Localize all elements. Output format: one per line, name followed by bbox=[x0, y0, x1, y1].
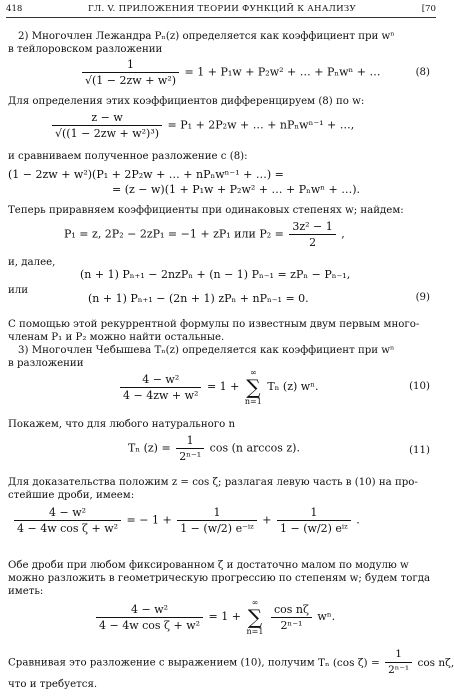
equation-final bbox=[317, 648, 454, 676]
eqp-lhs: P₁ = z, 2P₂ − 2zP₁ = −1 + zP₁ или P₂ = bbox=[64, 227, 284, 241]
eq11-rhs: cos (n arccos z). bbox=[209, 441, 300, 455]
equation-p1-p2 bbox=[64, 220, 345, 249]
paragraph-coefficients: Теперь приравняем коэффициенты при одинаковых степенях w; найдем: bbox=[8, 205, 404, 216]
paragraph-geometric-2: можно разложить в геометрическую прогрессию по степеням w; будем тогда bbox=[8, 573, 431, 584]
eq11-denominator: 2ⁿ⁻¹ bbox=[179, 450, 202, 463]
equation-8 bbox=[80, 58, 381, 87]
eqh-lhs: Tₙ (cos ζ) = bbox=[317, 656, 380, 669]
eq11-numerator: 1 bbox=[176, 434, 204, 449]
eqh-denominator: 2ⁿ⁻¹ bbox=[388, 664, 410, 676]
eq10-fraction bbox=[120, 373, 201, 402]
eqp-numerator: 3z² − 1 bbox=[289, 220, 335, 235]
eqg-numerator: 4 − w² bbox=[96, 603, 203, 618]
paragraph-compare: и сравниваем полученное разложение с (8): bbox=[8, 151, 248, 162]
eqf-plus: + bbox=[262, 513, 272, 527]
eqf-fraction-2 bbox=[277, 506, 351, 535]
eqh-fraction bbox=[385, 648, 412, 677]
eqd-numerator: z − w bbox=[52, 111, 162, 126]
eqh-numerator: 1 bbox=[385, 648, 412, 663]
paragraph-end: что и требуется. bbox=[8, 679, 98, 690]
paragraph-proof-1: Для доказательства положим z = cos ζ; разлагая левую часть в (10) на про- bbox=[8, 477, 418, 488]
chapter-title: ГЛ. V. ПРИЛОЖЕНИЯ ТЕОРИИ ФУНКЦИЙ К АНАЛИЗУ bbox=[88, 4, 357, 14]
eq8-rhs: = 1 + P₁w + P₂w² + … + Pₙwⁿ + … bbox=[184, 65, 381, 79]
eq8-denominator: √(1 − 2zw + w²) bbox=[85, 74, 177, 87]
eqg-fraction bbox=[96, 603, 203, 632]
eq10-rhs: Tₙ (z) wⁿ. bbox=[267, 380, 319, 393]
paragraph-proof-2: стейшие дроби, имеем: bbox=[8, 490, 135, 501]
equation-tag-8: (8) bbox=[415, 67, 430, 78]
eqf-f2-numerator: 1 bbox=[277, 506, 351, 521]
equation-recurrence-1: (n + 1) Pₙ₊₁ − 2nzPₙ + (n − 1) Pₙ₋₁ = zPₙ − Pₙ₋₁, bbox=[80, 268, 351, 281]
paragraph-or: или bbox=[8, 285, 29, 296]
equation-10 bbox=[118, 368, 318, 406]
eqg-mid: = 1 + bbox=[208, 610, 241, 623]
conclusion-text: Сравнивая это разложение с выражением (10), получим bbox=[8, 657, 315, 669]
sum-sign: ∑ bbox=[246, 375, 261, 399]
equation-geometric bbox=[94, 598, 335, 636]
paragraph-geometric-1: Обе дроби при любом фиксированном ζ и достаточно малом по модулю w bbox=[8, 560, 409, 571]
eq10-numerator: 4 − w² bbox=[120, 373, 201, 388]
paragraph-differentiate: Для определения этих коэффициентов дифференцируем (8) по w: bbox=[8, 96, 365, 107]
eqf-f1-denominator: 1 − (w/2) e⁻ⁱᶻ bbox=[180, 522, 254, 535]
equation-9: (n + 1) Pₙ₊₁ − (2n + 1) zPₙ + nPₙ₋₁ = 0. bbox=[88, 292, 309, 305]
equation-tag-11: (11) bbox=[409, 445, 430, 456]
eqf-fraction bbox=[14, 506, 121, 535]
paragraph-legendre-2: в тейлоровском разложении bbox=[8, 44, 163, 55]
eqg-end: wⁿ. bbox=[317, 610, 336, 623]
eq8-fraction bbox=[82, 58, 179, 87]
equation-partial-fractions bbox=[12, 506, 360, 535]
paragraph-recurrence-2: членам P₁ и P₂ можно найти остальные. bbox=[8, 332, 225, 343]
paragraph-legendre-1: 2) Многочлен Лежандра Pₙ(z) определяется как коэффициент при wⁿ bbox=[18, 31, 395, 42]
eq10-denominator: 4 − 4zw + w² bbox=[123, 388, 199, 402]
paragraph-show: Покажем, что для любого натурального n bbox=[8, 419, 236, 430]
eq8-numerator: 1 bbox=[82, 58, 179, 73]
page-number: 418 bbox=[6, 4, 23, 14]
equation-tag-10: (10) bbox=[409, 381, 430, 392]
paragraph-chebyshev-2: в разложении bbox=[8, 358, 84, 369]
paragraph-recurrence-1: С помощью этой рекуррентной формулы по известным двум первым много- bbox=[8, 319, 420, 330]
eqd-fraction bbox=[52, 111, 162, 140]
eqp-fraction bbox=[289, 220, 335, 249]
eqp-tail: , bbox=[341, 227, 345, 241]
sum-sign: ∑ bbox=[247, 605, 263, 629]
equation-11 bbox=[128, 434, 300, 463]
eqg-term-numerator: cos nζ bbox=[271, 603, 312, 618]
paragraph-geometric-3: иметь: bbox=[8, 586, 44, 597]
eq10-sum bbox=[245, 368, 262, 406]
eqf-f1-numerator: 1 bbox=[177, 506, 257, 521]
header-rule bbox=[6, 17, 436, 18]
running-header bbox=[6, 2, 436, 16]
equation-compare-1: (1 − 2zw + w²)(P₁ + 2P₂w + … + nPₙwⁿ⁻¹ + …) = bbox=[8, 168, 284, 181]
sum-lower-limit: n=1 bbox=[244, 397, 262, 406]
paragraph-further: и, далее, bbox=[8, 257, 56, 268]
equation-derivative bbox=[50, 111, 354, 140]
paragraph-conclusion bbox=[8, 648, 454, 677]
eq11-lhs: Tₙ (z) = bbox=[128, 441, 171, 455]
sum-upper-limit: ∞ bbox=[251, 598, 259, 607]
sum-lower-limit: n=1 bbox=[246, 627, 264, 636]
eqg-sum bbox=[246, 598, 263, 636]
eq11-fraction bbox=[176, 434, 204, 463]
eqg-term-fraction bbox=[271, 603, 312, 632]
eqd-rhs: = P₁ + 2P₂w + … + nPₙwⁿ⁻¹ + …, bbox=[167, 118, 355, 132]
eqf-denominator: 4 − 4w cos ζ + w² bbox=[17, 522, 119, 535]
paragraph-chebyshev-1: 3) Многочлен Чебышева Tₙ(z) определяется как коэффициент при wⁿ bbox=[18, 345, 395, 356]
eqg-term-denominator: 2ⁿ⁻¹ bbox=[280, 618, 303, 632]
equation-compare-2: = (z − w)(1 + P₁w + P₂w² + … + Pₙwⁿ + …). bbox=[112, 183, 361, 196]
section-number: [70 bbox=[421, 4, 436, 14]
eqp-denominator: 2 bbox=[309, 236, 317, 249]
equation-tag-9: (9) bbox=[415, 292, 430, 303]
eqg-denominator: 4 − 4w cos ζ + w² bbox=[99, 618, 201, 632]
eqf-mid: = − 1 + bbox=[126, 513, 172, 527]
eq10-mid: = 1 + bbox=[206, 380, 240, 393]
eqf-numerator: 4 − w² bbox=[14, 506, 121, 521]
eqf-f2-denominator: 1 − (w/2) eⁱᶻ bbox=[279, 522, 348, 535]
eqf-end: . bbox=[356, 513, 360, 527]
eqd-denominator: √((1 − 2zw + w²)³) bbox=[55, 127, 160, 140]
eqf-fraction-1 bbox=[177, 506, 257, 535]
sum-upper-limit: ∞ bbox=[250, 368, 257, 377]
eqh-rhs: cos nζ, bbox=[417, 656, 454, 669]
